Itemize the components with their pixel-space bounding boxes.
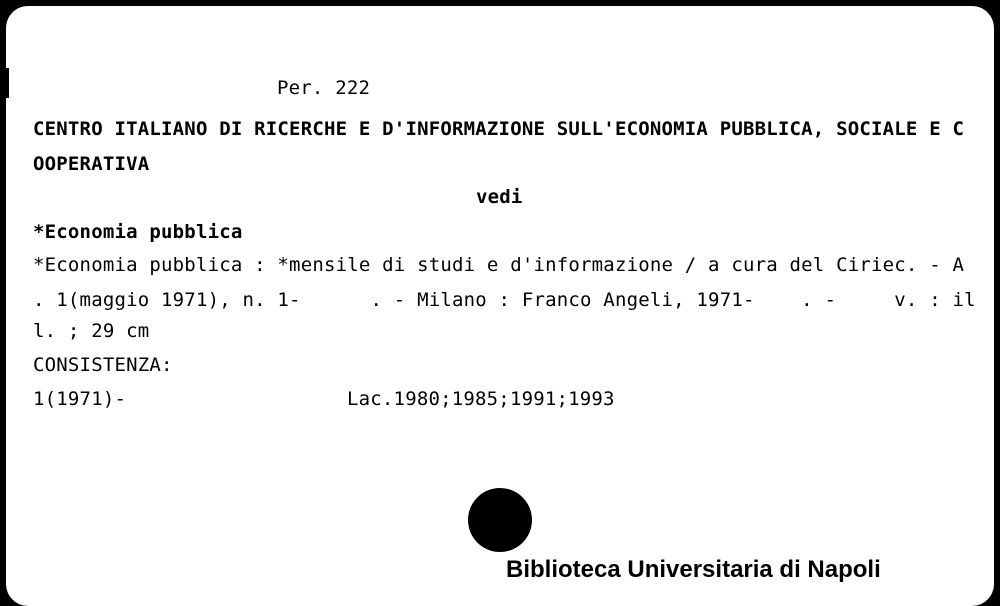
lacunae-list: Lac.1980;1985;1991;1993 (347, 388, 615, 410)
subject-heading: *Economia pubblica (33, 221, 243, 243)
corporate-heading-line-1: CENTRO ITALIANO DI RICERCHE E D'INFORMAZIONE SULL'ECONOMIA PUBBLICA, SOCIALE E C (33, 118, 965, 140)
bibliographic-entry-line-1: *Economia pubblica : *mensile di studi e d'informazione / a cura del Ciriec. - A (33, 254, 965, 276)
see-reference-label: vedi (476, 186, 523, 208)
shelfmark: Per. 222 (277, 77, 371, 99)
punch-hole (468, 488, 532, 552)
corporate-heading-line-2: OOPERATIVA (33, 153, 150, 175)
bibliographic-entry-line-2: . 1(maggio 1971), n. 1- . - Milano : Franco Angeli, 1971- . - v. : il (33, 289, 976, 311)
catalog-card (6, 6, 994, 606)
holdings-value: 1(1971)- (33, 388, 127, 410)
card-edge-mark (6, 68, 9, 98)
bibliographic-entry-line-3: l. ; 29 cm (33, 320, 150, 342)
holdings-label: CONSISTENZA: (33, 354, 173, 376)
library-stamp: Biblioteca Universitaria di Napoli (506, 556, 881, 583)
